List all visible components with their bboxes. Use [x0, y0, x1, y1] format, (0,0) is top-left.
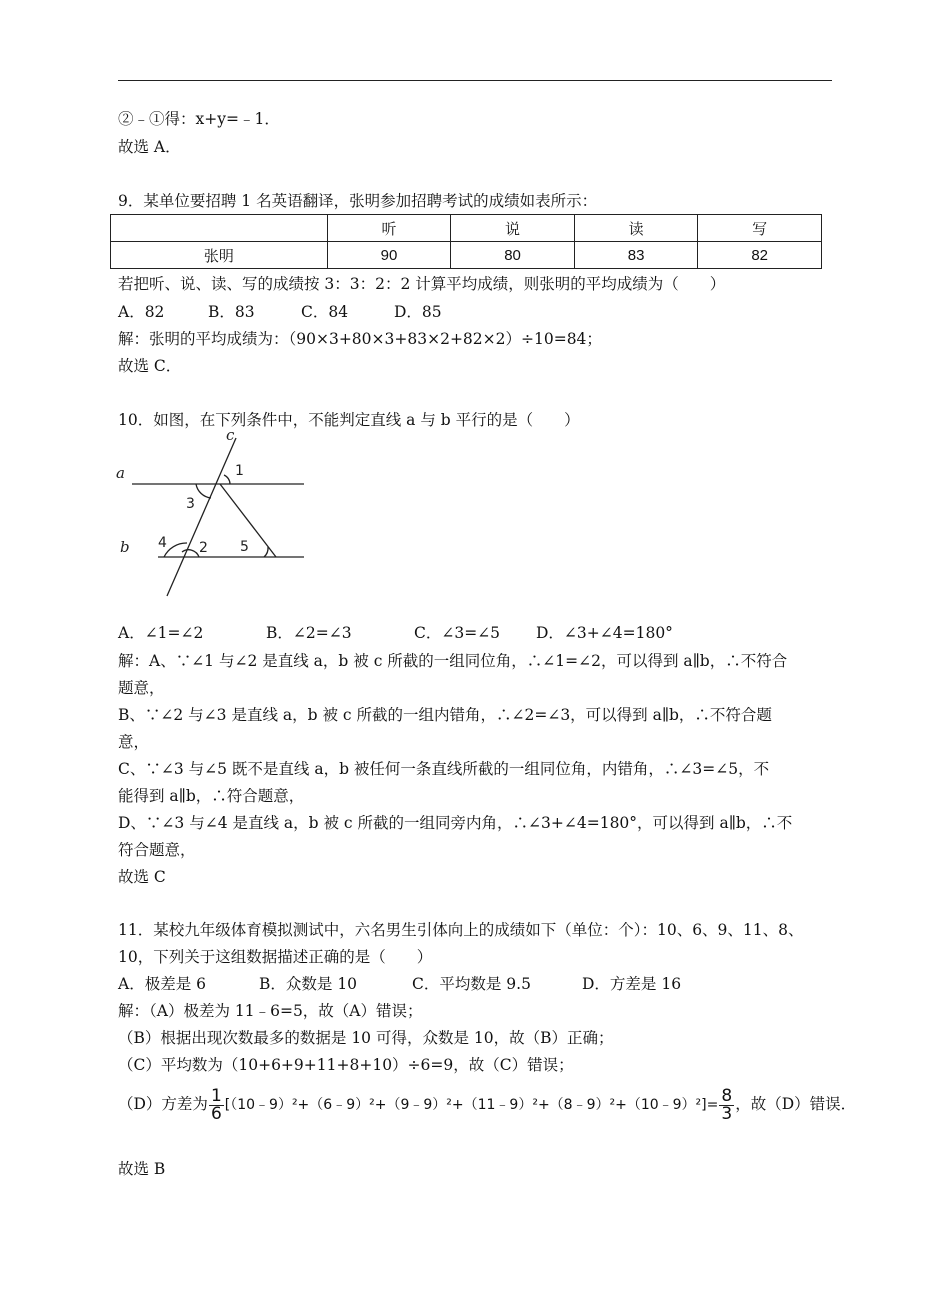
q10-stem: 10．如图，在下列条件中，不能判定直线 a 与 b 平行的是（ ） [118, 411, 580, 429]
q11-solution-3: （C）平均数为（10+6+9+11+8+10）÷6=9，故（C）错误； [118, 1056, 574, 1074]
label-angle-4: 4 [158, 535, 167, 551]
variance-expression: [（10﹣9）²+（6﹣9）²+（9﹣9）²+（11﹣9）²+（8﹣9）²+（10﹣9）²]= [224, 1097, 719, 1113]
label-angle-1: 1 [235, 463, 244, 479]
q9-answer: 故选 C． [118, 357, 182, 375]
prev-answer: 故选 A． [118, 138, 181, 156]
q9-solution: 解：张明的平均成绩为：（90×3+80×3+83×2+82×2）÷10=84； [118, 330, 602, 348]
table-cell: 83 [574, 242, 698, 269]
table-cell: 说 [451, 215, 575, 242]
q10-solution-d1: D、∵∠3 与∠4 是直线 a，b 被 c 所截的一组同旁内角，∴∠3+∠4=180°，可以得到 a∥b，∴不 [118, 814, 793, 832]
q10-option-d: D．∠3+∠4=180° [536, 624, 673, 642]
q11-option-a: A．极差是 6 [118, 975, 206, 993]
q11-stem-2: 10，下列关于这组数据描述正确的是（ ） [118, 948, 433, 966]
table-cell: 90 [327, 242, 451, 269]
fraction-denominator: 6 [210, 1103, 222, 1124]
q10-option-c: C．∠3=∠5 [414, 624, 501, 642]
label-angle-3: 3 [186, 496, 195, 512]
q10-option-a: A．∠1=∠2 [118, 624, 204, 642]
label-a: a [116, 464, 125, 482]
label-b: b [120, 538, 130, 556]
variance-suffix: ，故（D）错误． [735, 1095, 857, 1113]
table-cell: 80 [451, 242, 575, 269]
table-cell: 写 [698, 215, 822, 242]
q11-answer: 故选 B [118, 1160, 166, 1178]
table-cell: 82 [698, 242, 822, 269]
variance-prefix: （D）方差为 [118, 1095, 208, 1113]
q10-solution-a1: 解：A、∵∠1 与∠2 是直线 a，b 被 c 所截的一组同位角，∴∠1=∠2，可以得到 a∥b，∴不符合 [118, 652, 788, 670]
q9-question: 若把听、说、读、写的成绩按 3：3：2：2 计算平均成绩，则张明的平均成绩为（ ） [118, 275, 726, 293]
table-cell: 读 [574, 215, 698, 242]
label-angle-2: 2 [199, 540, 208, 556]
table-header-row [111, 215, 822, 242]
q10-option-b: B．∠2=∠3 [266, 624, 352, 642]
table-cell: 张明 [111, 242, 328, 269]
fraction-eight-thirds [719, 1085, 734, 1124]
label-c: c [226, 428, 235, 444]
fraction-denominator: 3 [721, 1103, 733, 1124]
q10-options [118, 622, 673, 644]
parallel-lines-figure [112, 428, 312, 600]
q11-solution-4 [118, 1084, 856, 1125]
fraction-numerator: 8 [721, 1085, 733, 1106]
line-c [167, 438, 236, 596]
q10-solution-a2: 题意， [118, 679, 165, 697]
q11-option-c: C．平均数是 9.5 [412, 975, 531, 993]
fraction-numerator: 1 [210, 1085, 222, 1106]
fraction-one-sixth [209, 1085, 224, 1124]
q11-stem-1: 11．某校九年级体育模拟测试中，六名男生引体向上的成绩如下（单位：个）：10、6、9、11、8、 [118, 921, 804, 939]
q10-solution-b2: 意， [118, 733, 150, 751]
prev-solution-line: ②﹣①得：x+y=﹣1． [118, 110, 280, 128]
q10-solution-b1: B、∵∠2 与∠3 是直线 a，b 被 c 所截的一组内错角，∴∠2=∠3，可以得到 a∥b，∴不符合题 [118, 706, 772, 724]
table-cell [111, 215, 328, 242]
label-angle-5: 5 [240, 539, 249, 555]
q10-solution-c1: C、∵∠3 与∠5 既不是直线 a，b 被任何一条直线所截的一组同位角，内错角，∴∠3=∠5，不 [118, 760, 770, 778]
q9-option-a: A．82 [118, 303, 165, 321]
angle-4-arc [164, 543, 187, 557]
score-table [110, 214, 822, 269]
table-cell: 听 [327, 215, 451, 242]
q11-options [118, 973, 681, 995]
q11-solution-2: （B）根据出现次数最多的数据是 10 可得，众数是 10，故（B）正确； [118, 1029, 614, 1047]
angle-1-arc [224, 475, 230, 484]
q10-solution-c2: 能得到 a∥b，∴符合题意， [118, 787, 305, 805]
q10-solution-d2: 符合题意， [118, 841, 196, 859]
q10-answer: 故选 C [118, 868, 166, 886]
q11-option-d: D．方差是 16 [582, 975, 682, 993]
q9-option-d: D．85 [394, 303, 442, 321]
angle-5-arc [264, 547, 268, 557]
q11-option-b: B．众数是 10 [259, 975, 358, 993]
q9-stem: 9．某单位要招聘 1 名英语翻译，张明参加招聘考试的成绩如表所示： [118, 192, 598, 210]
q9-options [118, 301, 442, 323]
header-rule [118, 80, 832, 81]
table-row [111, 242, 822, 269]
q9-option-c: C．84 [301, 303, 349, 321]
q11-solution-1: 解：（A）极差为 11﹣6=5，故（A）错误； [118, 1002, 423, 1020]
q9-option-b: B．83 [208, 303, 255, 321]
angle-3-arc [196, 484, 211, 498]
